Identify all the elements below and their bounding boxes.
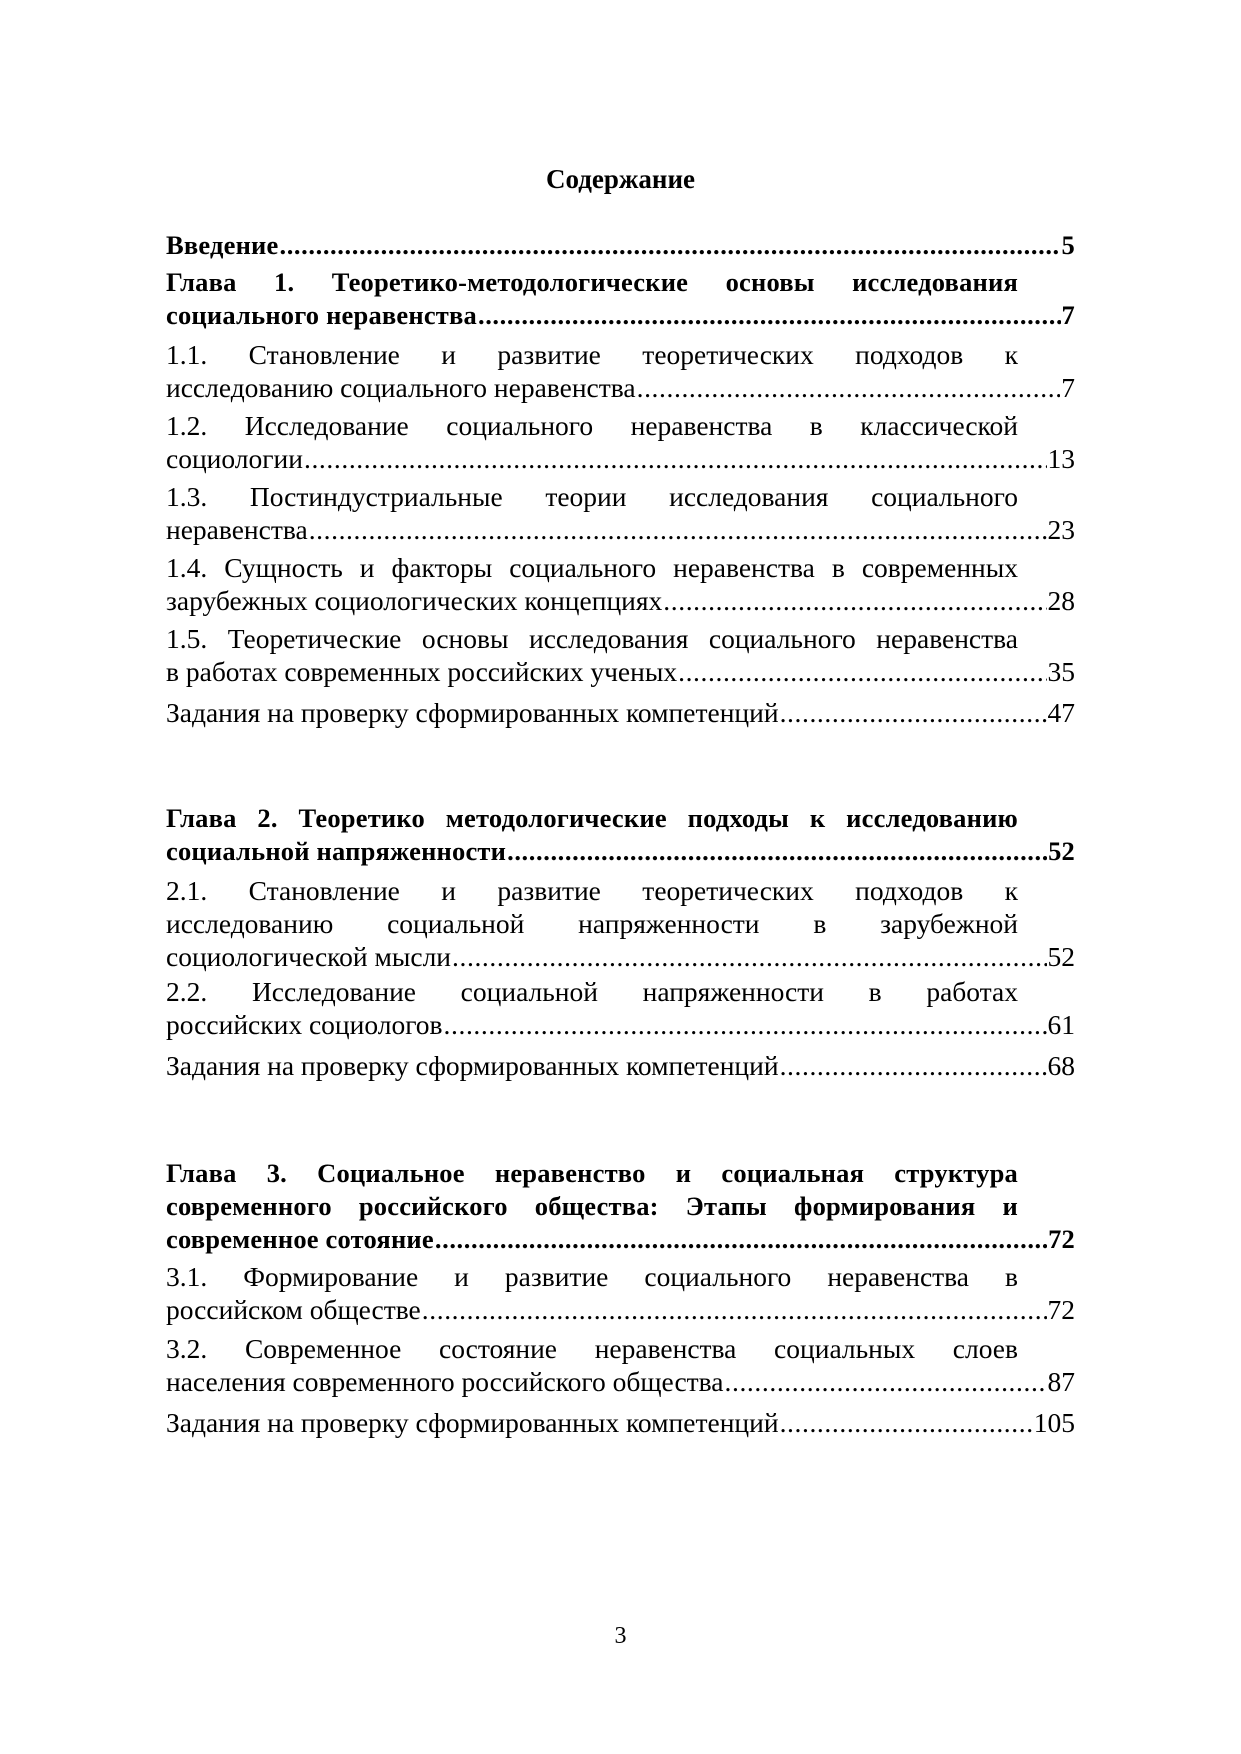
toc-entry-title: Введение [166,230,279,260]
dot-leader [780,696,1047,729]
toc-entry-title-line: 1.4. Сущность и факторы социального неравенства в современных [166,552,1018,583]
toc-page-number: 87 [1047,1366,1075,1397]
toc-page-number: 7 [1061,300,1075,330]
toc-entry-3-1[interactable] [166,1260,1075,1326]
toc-page-number: 52 [1048,836,1075,866]
toc-title: Содержание [545,164,696,194]
toc-page-number: 68 [1047,1050,1075,1081]
toc-entry-1-5[interactable] [166,622,1075,688]
dot-leader [678,655,1046,688]
toc-entry-title-line: Глава 3. Социальное неравенство и социальная структура [166,1158,1018,1188]
toc-entry-title-line: 2.2. Исследование социальной напряженности в работах [166,976,1018,1007]
toc-entry-title: современное сотояние [166,1224,434,1254]
toc-entry-title: социального неравенства [166,300,477,330]
dot-leader [444,1008,1047,1041]
toc-entry-title: в работах современных российских ученых [166,656,678,687]
toc-page-number: 47 [1047,697,1075,728]
toc-entry-chapter-3[interactable] [166,1157,1075,1256]
toc-entry-chapter-1[interactable] [166,266,1075,332]
toc-entry-3-2[interactable] [166,1332,1075,1398]
toc-entry-title-line: современного российского общества: Этапы формирования и [166,1191,1018,1221]
toc-entry-tasks-chapter-2[interactable] [166,1049,1075,1082]
toc-page-number: 13 [1047,443,1075,474]
dot-leader [780,1049,1047,1082]
dot-leader [304,442,1047,475]
toc-page-number: 7 [1061,372,1075,403]
dot-leader [435,1223,1047,1256]
dot-leader [780,1406,1033,1439]
toc-entry-title: неравенства [166,514,308,545]
toc-entry-title-line: Глава 1. Теоретико-методологические основы исследования [166,267,1018,297]
toc-entry-title: Задания на проверку сформированных компетенций [166,697,779,728]
toc-entry-title: зарубежных социологических концепциях [166,585,663,616]
dot-leader [725,1365,1047,1398]
toc-entry-title-line: 1.3. Постиндустриальные теории исследования социального [166,481,1018,512]
toc-page-number: 61 [1047,1009,1075,1040]
toc-page-number: 105 [1033,1407,1075,1438]
toc-entry-title-line: 1.2. Исследование социального неравенства в классической [166,410,1018,441]
toc-entry-title-line: 3.1. Формирование и развитие социального неравенства в [166,1261,1018,1292]
toc-entry-title: социологии [166,443,303,474]
toc-entry-1-1[interactable] [166,338,1075,404]
toc-entry-title: населения современного российского общества [166,1366,724,1397]
toc-entry-title: Задания на проверку сформированных компетенций [166,1050,779,1081]
dot-leader [309,513,1047,546]
dot-leader [452,940,1046,973]
page-number: 3 [614,1623,627,1649]
toc-entry-title-line: 1.5. Теоретические основы исследования социального неравенства [166,623,1018,654]
dot-leader [507,835,1047,868]
toc-entry-title-line: 1.1. Становление и развитие теоретических подходов к [166,339,1018,370]
dot-leader [663,584,1046,617]
toc-page-number: 23 [1047,514,1075,545]
dot-leader [478,299,1061,332]
toc-entry-tasks-chapter-3[interactable] [166,1406,1075,1439]
toc-entry-title: российском обществе [166,1294,421,1325]
toc-entry-2-2[interactable] [166,975,1075,1041]
toc-entry-title-line: 3.2. Современное состояние неравенства социальных слоев [166,1333,1018,1364]
toc-entry-2-1[interactable] [166,874,1075,973]
toc-page-number: 72 [1048,1224,1075,1254]
toc-entry-introduction[interactable] [166,229,1075,262]
toc-entry-1-2[interactable] [166,409,1075,475]
toc-entry-title-line: исследованию социальной напряженности в зарубежной [166,908,1018,939]
dot-leader [279,229,1060,262]
toc-entry-tasks-chapter-1[interactable] [166,696,1075,729]
toc-page-number: 52 [1047,941,1075,972]
toc-entry-title: социологической мысли [166,941,452,972]
toc-page-number: 72 [1047,1294,1075,1325]
toc-page-number: 35 [1047,656,1075,687]
toc-entry-1-4[interactable] [166,551,1075,617]
toc-page-number: 5 [1061,230,1075,260]
toc-entry-title: российских социологов [166,1009,443,1040]
toc-page-number: 28 [1047,585,1075,616]
dot-leader [637,371,1061,404]
toc-entry-title-line: 2.1. Становление и развитие теоретических подходов к [166,875,1018,906]
dot-leader [422,1293,1047,1326]
toc-entry-1-3[interactable] [166,480,1075,546]
toc-entry-title: исследованию социального неравенства [166,372,636,403]
toc-entry-title: Задания на проверку сформированных компетенций [166,1407,779,1438]
toc-entry-chapter-2[interactable] [166,802,1075,868]
toc-entry-title: социальной напряженности [166,836,507,866]
toc-entry-title-line: Глава 2. Теоретико методологические подходы к исследованию [166,803,1018,833]
